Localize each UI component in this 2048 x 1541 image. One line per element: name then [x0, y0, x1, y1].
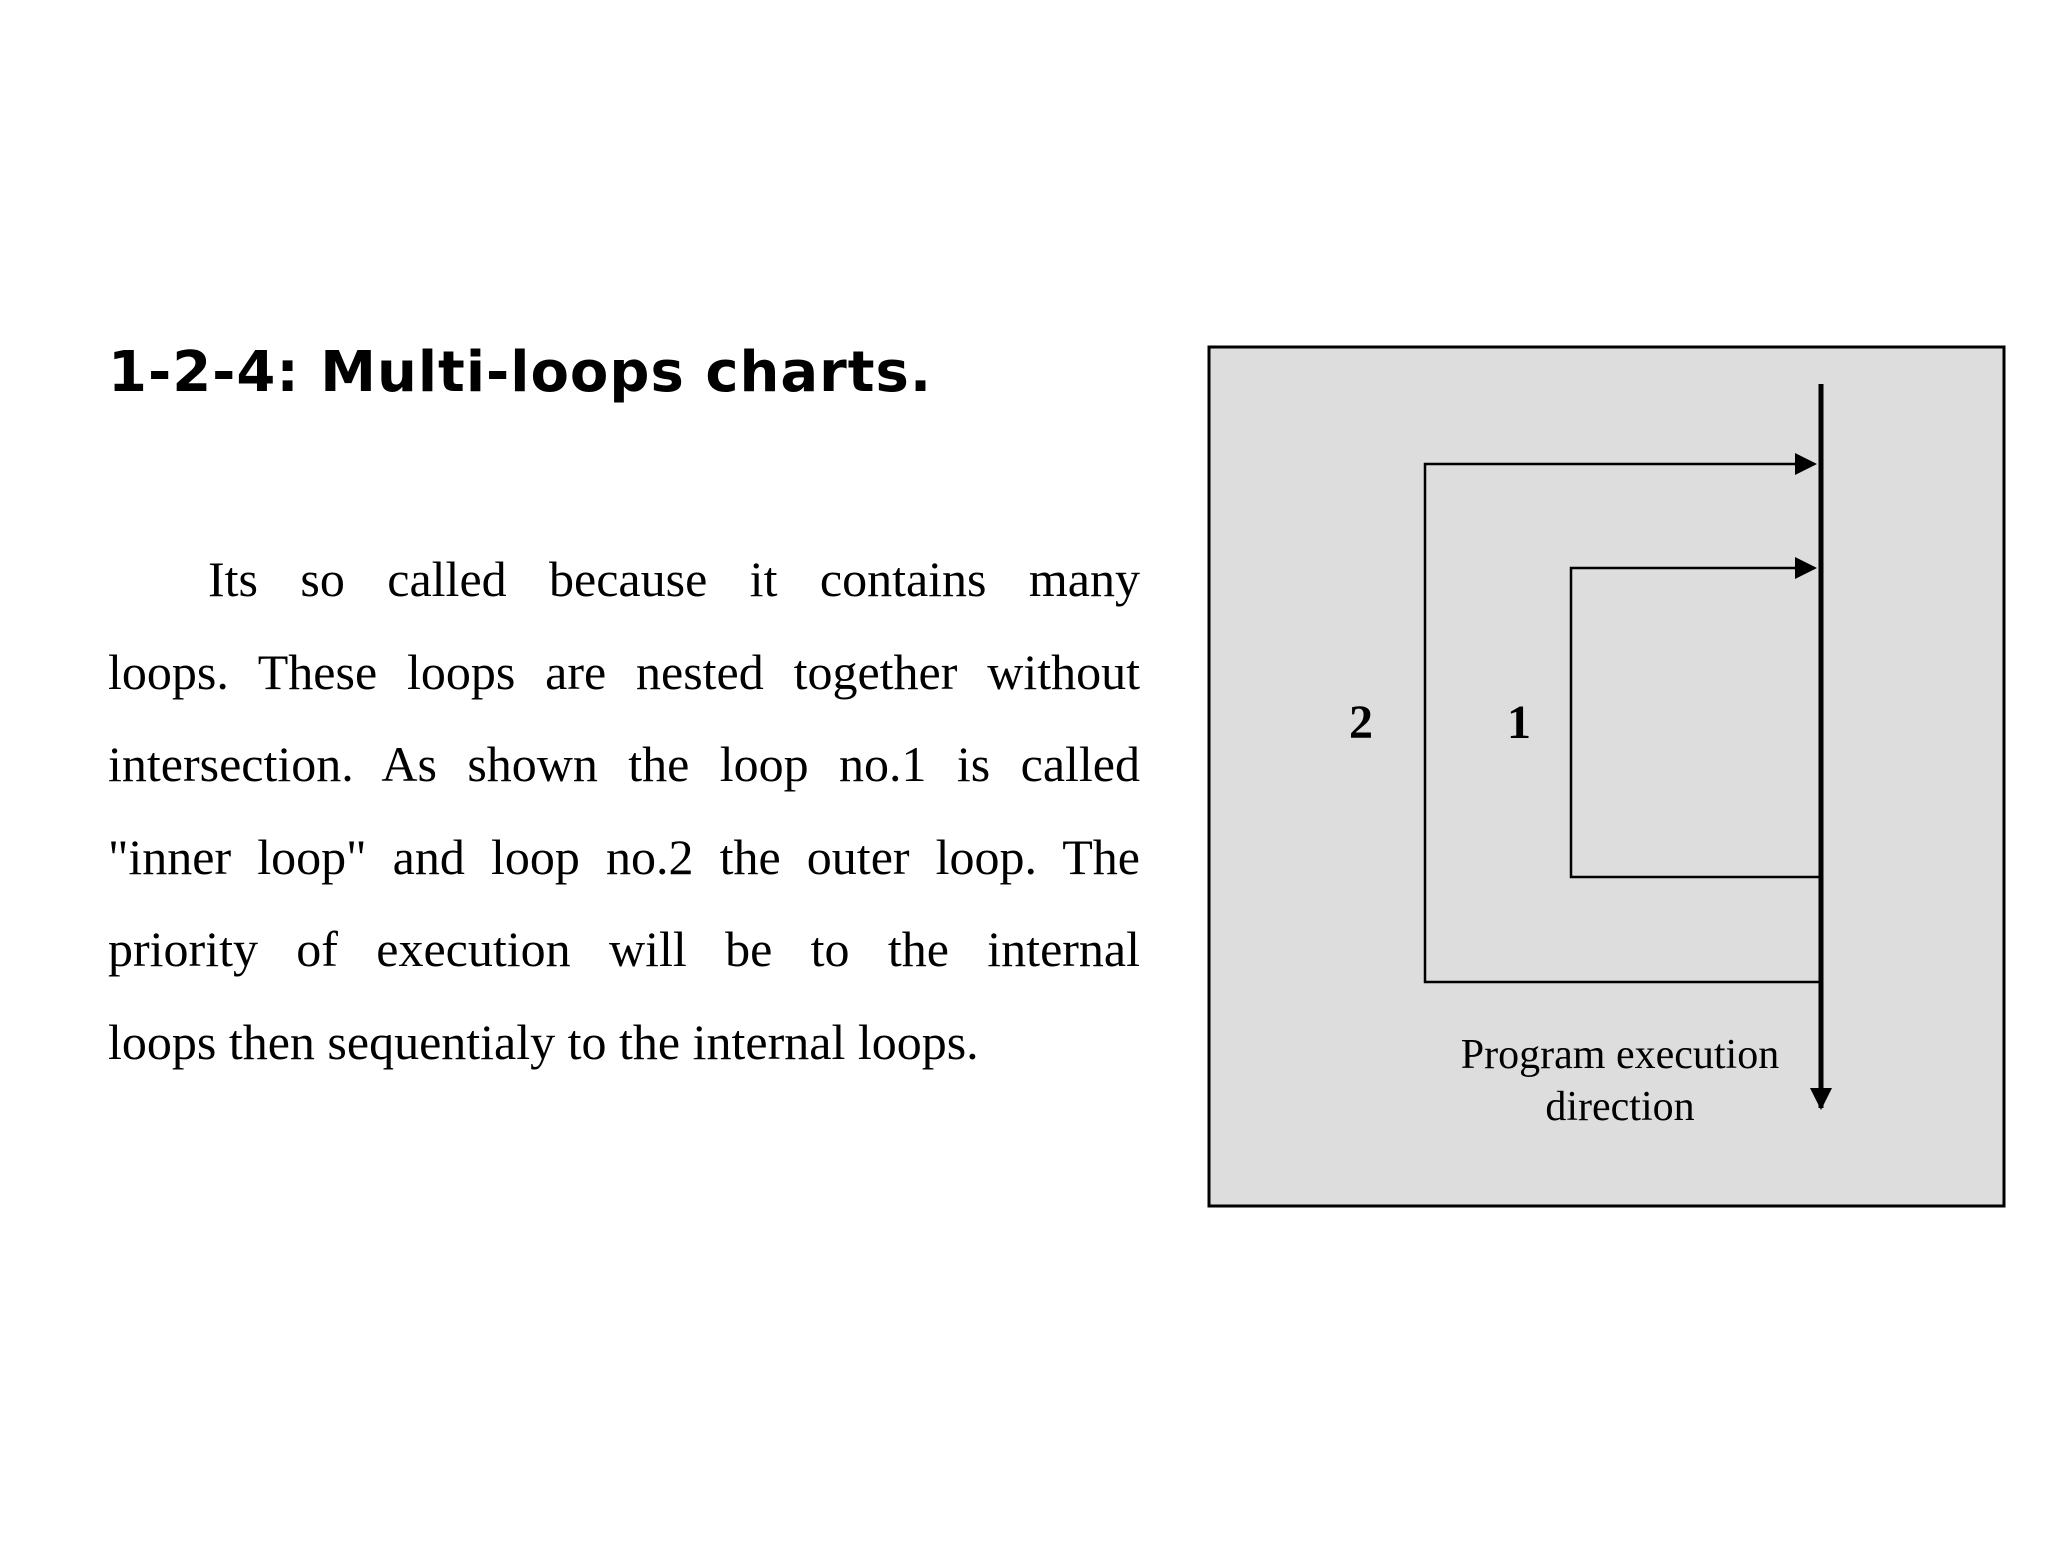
paragraph-line: "inner loop" and loop no.2 the outer loop. The	[108, 828, 1140, 885]
paragraph-line: Its so called because it contains many	[208, 551, 1140, 607]
slide-title: 1-2-4: Multi-loops charts.	[108, 340, 933, 405]
inner-loop-label: 1	[1507, 696, 1531, 749]
paragraph-line: loops. These loops are nested together without	[108, 643, 1140, 700]
diagram-caption-line2: direction	[1545, 1084, 1695, 1130]
outer-loop-label: 2	[1349, 696, 1373, 749]
paragraph-line: loops then sequentialy to the internal loops.	[108, 1013, 979, 1070]
paragraph-line: priority of execution will be to the internal	[108, 921, 1140, 977]
diagram-caption-line1: Program execution	[1460, 1032, 1780, 1078]
paragraph-line: intersection. As shown the loop no.1 is called	[108, 736, 1140, 792]
